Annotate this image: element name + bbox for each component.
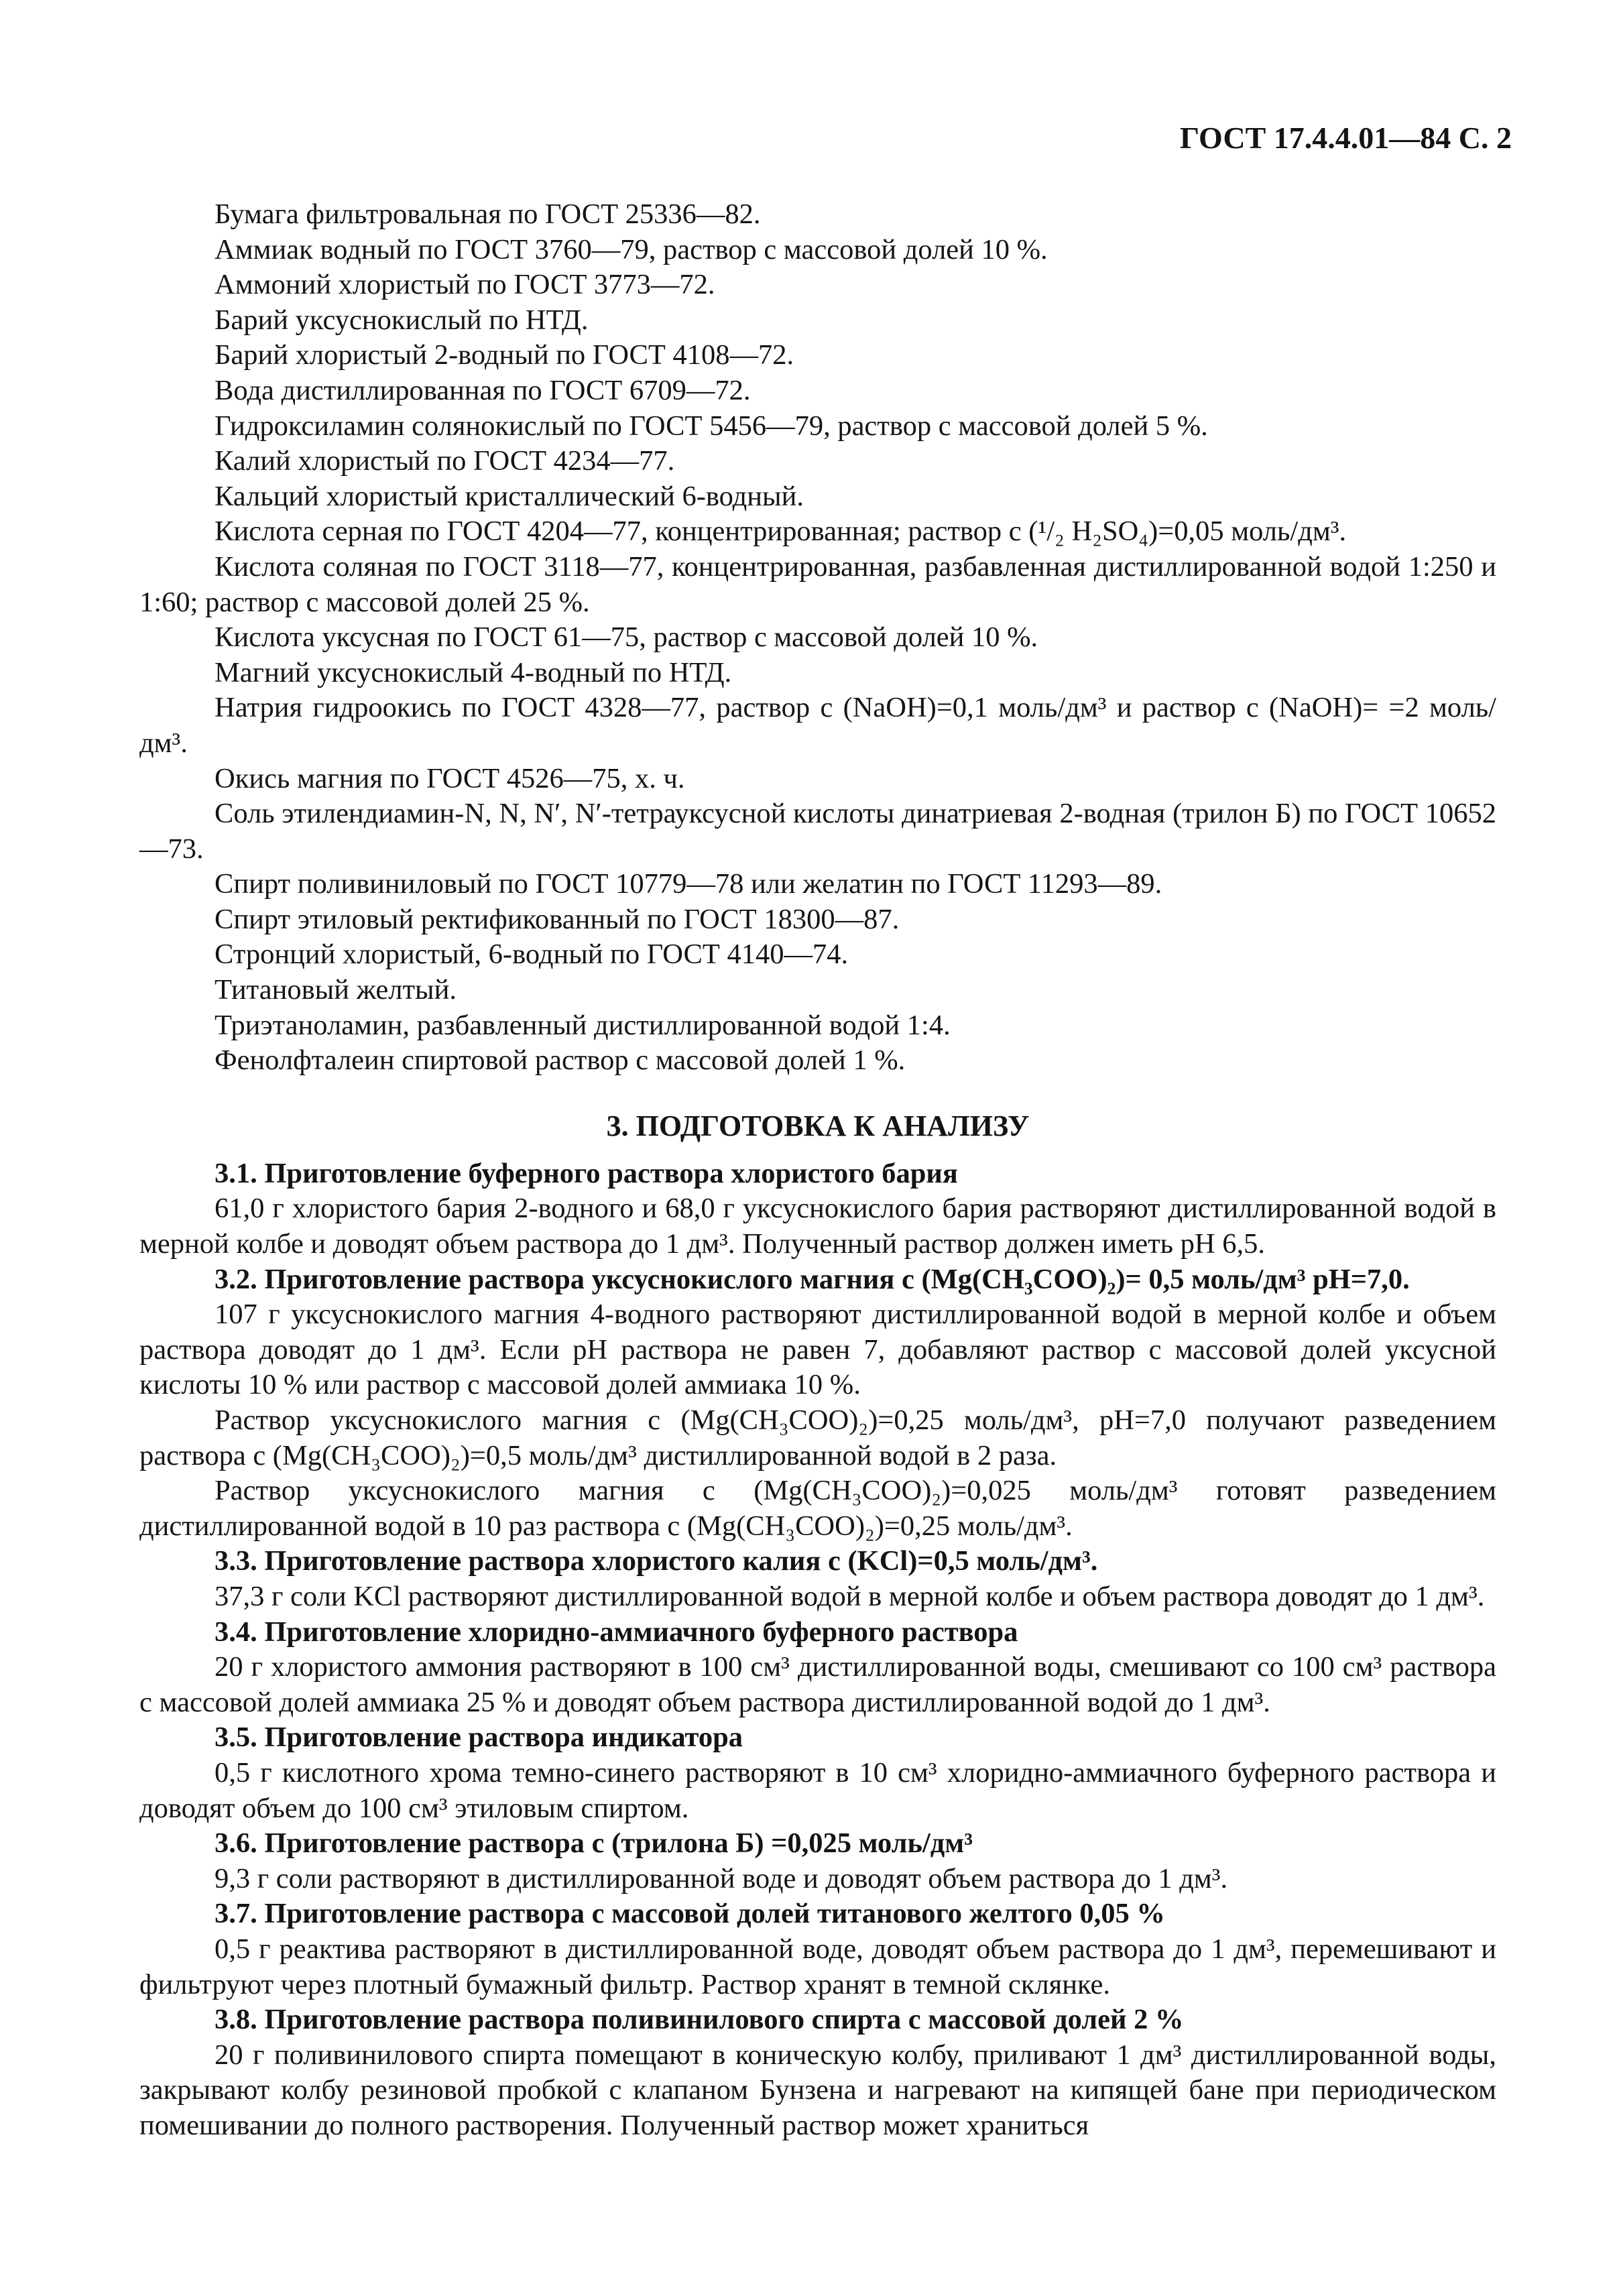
reagent-item: Вода дистиллированная по ГОСТ 6709—72. <box>215 374 751 406</box>
reagent-item: Соль этилендиамин-N, N, N′, N′-тетрауксусной кислоты динатриевая 2-водная (трилон Б) по ГОСТ 10652—73. <box>139 798 1496 865</box>
paragraph: Раствор уксуснокислого магния c (Mg(CH₃COO)₂)=0,025 моль/дм³ готовят разведением дистиллированной водой в 10 раз раствора c (Mg(CH₃COO)₂)=0,25 моль/дм³. <box>139 1475 1496 1542</box>
subsection-title: 3.7. Приготовление раствора с массовой долей титанового желтого 0,05 % <box>215 1898 1165 1930</box>
page-header: ГОСТ 17.4.4.01—84 С. 2 <box>1179 121 1512 155</box>
reagent-item: Бумага фильтровальная по ГОСТ 25336—82. <box>215 198 761 230</box>
subsection-3-2 <box>139 1262 1496 1545</box>
subsection-title: 3.5. Приготовление раствора индикатора <box>215 1721 743 1754</box>
subsection-title: 3.6. Приготовление раствора c (трилона Б) =0,025 моль/дм³ <box>215 1827 973 1860</box>
subsection-3-6 <box>139 1826 1496 1896</box>
reagent-list <box>139 197 1496 1079</box>
subsection-3-5 <box>139 1720 1496 1826</box>
reagent-item: Барий уксуснокислый по НТД. <box>215 304 589 336</box>
reagent-item: Окись магния по ГОСТ 4526—75, х. ч. <box>215 762 685 794</box>
reagent-item: Кислота серная по ГОСТ 4204—77, концентрированная; раствор c (¹/₂ H₂SO₄)=0,05 моль/дм³. <box>215 516 1347 548</box>
section-title: 3. ПОДГОТОВКА К АНАЛИЗУ <box>606 1109 1030 1142</box>
subsection-title: 3.3. Приготовление раствора хлористого калия c (KCl)=0,5 моль/дм³. <box>215 1545 1098 1577</box>
reagent-item: Кислота уксусная по ГОСТ 61—75, раствор с массовой долей 10 %. <box>215 621 1038 654</box>
reagent-item: Кальций хлористый кристаллический 6-водный. <box>215 480 804 512</box>
reagent-item: Гидроксиламин солянокислый по ГОСТ 5456—79, раствор с массовой долей 5 %. <box>215 410 1208 442</box>
paragraph: 20 г поливинилового спирта помещают в коническую колбу, приливают 1 дм³ дистиллированной воды, закрывают колбу резиновой пробкой с клапаном Бунзена и нагревают на кипящей бане при периодическом помешивании до полного растворения. Полученный раствор может храниться <box>139 2039 1496 2141</box>
reagent-item: Аммоний хлористый по ГОСТ 3773—72. <box>215 269 715 301</box>
paragraph: 9,3 г соли растворяют в дистиллированной воде и доводят объем раствора до 1 дм³. <box>215 1862 1228 1894</box>
reagent-item: Кислота соляная по ГОСТ 3118—77, концентрированная, разбавленная дистиллированной водой 1:250 и 1:60; раствор с массовой долей 25 %. <box>139 550 1496 618</box>
reagent-item: Барий хлористый 2-водный по ГОСТ 4108—72. <box>215 339 794 371</box>
subsection-title: 3.2. Приготовление раствора уксуснокислого магния c (Mg(CH₃COO)₂)= 0,5 моль/дм³ рН=7,0. <box>215 1263 1410 1295</box>
reagent-item: Триэтаноламин, разбавленный дистиллированной водой 1:4. <box>215 1009 951 1041</box>
paragraph: 0,5 г кислотного хрома темно-синего растворяют в 10 см³ хлоридно-аммиачного буферного раствора и доводят объем до 100 см³ этиловым спиртом. <box>139 1756 1496 1824</box>
reagent-item: Стронций хлористый, 6-водный по ГОСТ 4140—74. <box>215 939 849 971</box>
subsection-3-4 <box>139 1615 1496 1721</box>
reagent-item: Калий хлористый по ГОСТ 4234—77. <box>215 445 675 477</box>
subsection-3-8 <box>139 2002 1496 2143</box>
reagent-item: Аммиак водный по ГОСТ 3760—79, раствор с массовой долей 10 %. <box>215 233 1048 265</box>
paragraph: 0,5 г реактива растворяют в дистиллированной воде, доводят объем раствора до 1 дм³, перемешивают и фильтруют через плотный бумажный фильтр. Раствор хранят в темной склянке. <box>139 1933 1496 2000</box>
subsection-3-1 <box>139 1156 1496 1262</box>
paragraph: 37,3 г соли KCl растворяют дистиллированной водой в мерной колбе и объем раствора доводят до 1 дм³. <box>215 1580 1485 1612</box>
subsection-3-3 <box>139 1544 1496 1614</box>
reagent-item: Спирт поливиниловый по ГОСТ 10779—78 или желатин по ГОСТ 11293—89. <box>215 868 1162 900</box>
subsection-title: 3.1. Приготовление буферного раствора хлористого бария <box>215 1157 958 1189</box>
reagent-item: Магний уксуснокислый 4-водный по НТД. <box>215 656 732 688</box>
paragraph: 61,0 г хлористого бария 2-водного и 68,0 г уксуснокислого бария растворяют дистиллированной водой в мерной колбе и доводят объем раствора до 1 дм³. Полученный раствор должен иметь рН 6,5. <box>139 1193 1496 1260</box>
paragraph: 107 г уксуснокислого магния 4-водного растворяют дистиллированной водой в мерной колбе и объем раствора доводят до 1 дм³. Если рН раствора не равен 7, добавляют раствор с массовой долей уксусной кислоты 10 % или раствор с массовой долей аммиака 10 %. <box>139 1298 1496 1401</box>
document-body <box>139 197 1496 2143</box>
reagent-item: Титановый желтый. <box>215 974 457 1006</box>
reagent-item: Спирт этиловый ректификованный по ГОСТ 18300—87. <box>215 903 900 935</box>
paragraph: 20 г хлористого аммония растворяют в 100 см³ дистиллированной воды, смешивают со 100 см³ раствора с массовой долей аммиака 25 % и доводят объем раствора дистиллированной водой до 1 дм³. <box>139 1651 1496 1718</box>
subsection-title: 3.8. Приготовление раствора поливинилового спирта с массовой долей 2 % <box>215 2004 1184 2036</box>
reagent-item: Натрия гидроокись по ГОСТ 4328—77, раствор c (NaOH)=0,1 моль/дм³ и раствор c (NaOH)= =2 моль/дм³. <box>139 692 1496 759</box>
subsection-3-7 <box>139 1896 1496 2002</box>
subsection-title: 3.4. Приготовление хлоридно-аммиачного буферного раствора <box>215 1616 1018 1648</box>
paragraph: Раствор уксуснокислого магния c (Mg(CH₃COO)₂)=0,25 моль/дм³, рН=7,0 получают разведением раствора c (Mg(CH₃COO)₂)=0,5 моль/дм³ дистиллированной водой в 2 раза. <box>139 1404 1496 1471</box>
reagent-item: Фенолфталеин спиртовой раствор с массовой долей 1 %. <box>215 1044 906 1077</box>
